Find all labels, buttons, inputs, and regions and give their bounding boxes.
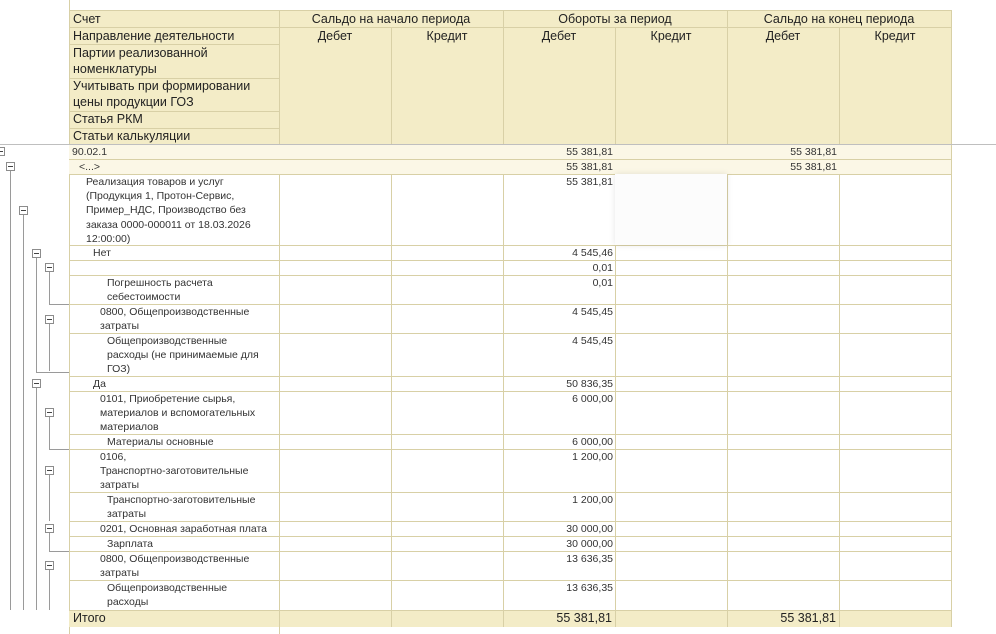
tree-line — [49, 533, 50, 551]
row-label-materials[interactable]: Материалы основные — [107, 436, 214, 448]
turnover-debit-cell[interactable]: 1 200,00 — [572, 494, 613, 506]
header-batch-line1[interactable]: Партии реализованной — [73, 46, 208, 60]
total-turnover-debit[interactable]: 55 381,81 — [556, 611, 612, 625]
grid-line — [69, 27, 951, 28]
turnover-debit-cell[interactable]: 55 381,81 — [566, 176, 613, 188]
collapse-toggle-yes[interactable] — [32, 379, 41, 388]
collapse-toggle-empty[interactable] — [45, 263, 54, 272]
turnover-debit-cell[interactable]: 13 636,35 — [566, 582, 613, 594]
header-turnover[interactable]: Обороты за период — [558, 12, 672, 26]
turnover-debit-cell[interactable]: 4 545,45 — [572, 306, 613, 318]
header-goz-line1[interactable]: Учитывать при формировании — [73, 79, 251, 93]
tree-line — [49, 304, 69, 305]
grid-line — [839, 610, 840, 627]
grid-line — [391, 27, 392, 627]
turnover-debit-cell[interactable]: 4 545,45 — [572, 335, 613, 347]
row-label-salary[interactable]: Зарплата — [107, 538, 153, 550]
turnover-debit-cell[interactable]: 55 381,81 — [566, 161, 613, 173]
header-closing-balance[interactable]: Сальдо на конец периода — [763, 12, 915, 26]
collapse-toggle-0800[interactable] — [45, 315, 54, 324]
tree-line — [49, 551, 69, 552]
row-label-sale[interactable]: Реализация товаров и услуг (Продукция 1, Протон-Сервис, Пример_НДС, Производство без заказа 0000-000011 от 18.03.2026 12:00:00) — [86, 176, 251, 245]
tree-line — [36, 372, 69, 373]
collapse-toggle-account[interactable] — [0, 147, 5, 156]
closing-debit-cell[interactable]: 55 381,81 — [790, 146, 837, 158]
tree-line — [10, 170, 11, 610]
row-label-0800[interactable]: 0800, Общепроизводственные затраты — [100, 306, 250, 333]
row-label-group[interactable]: <...> — [79, 161, 101, 173]
header-turnover-credit[interactable]: Кредит — [650, 29, 692, 43]
grid-line — [279, 610, 280, 627]
row-label-general-costs[interactable]: Общепроизводственные расходы — [107, 582, 228, 609]
row-label-calc-error[interactable]: Погрешность расчета себестоимости — [107, 277, 213, 304]
turnover-debit-cell[interactable]: 6 000,00 — [572, 393, 613, 405]
grid-line — [615, 610, 616, 627]
collapse-toggle-group[interactable] — [6, 162, 15, 171]
turnover-debit-cell[interactable]: 1 200,00 — [572, 451, 613, 463]
closing-debit-cell[interactable]: 55 381,81 — [790, 161, 837, 173]
turnover-debit-cell[interactable]: 30 000,00 — [566, 538, 613, 550]
header-rkm-item[interactable]: Статья РКМ — [73, 112, 143, 126]
tree-line — [49, 449, 69, 450]
header-activity-direction[interactable]: Направление деятельности — [73, 29, 235, 43]
turnover-debit-cell[interactable]: 6 000,00 — [572, 436, 613, 448]
collapse-toggle-0101[interactable] — [45, 408, 54, 417]
tree-line — [36, 258, 37, 372]
header-opening-balance[interactable]: Сальдо на начало периода — [311, 12, 471, 26]
row-label-0106[interactable]: 0106, Транспортно-заготовительные затраты — [100, 451, 249, 492]
grid-line — [391, 610, 392, 627]
tree-line — [49, 272, 50, 304]
turnover-debit-cell[interactable]: 0,01 — [592, 262, 613, 274]
collapse-toggle-0106[interactable] — [45, 466, 54, 475]
collapse-toggle-0800-2[interactable] — [45, 561, 54, 570]
total-closing-debit[interactable]: 55 381,81 — [780, 611, 836, 625]
header-account[interactable]: Счет — [73, 12, 101, 26]
collapse-toggle-sale[interactable] — [19, 206, 28, 215]
collapse-toggle-0201[interactable] — [45, 524, 54, 533]
grid-line — [839, 27, 840, 627]
grid-line — [615, 27, 616, 627]
turnover-debit-cell[interactable]: 4 545,46 — [572, 247, 613, 259]
tree-line — [23, 215, 24, 610]
tree-line — [49, 417, 50, 449]
total-label: Итого — [73, 611, 106, 625]
grid-line — [279, 10, 280, 634]
grid-line — [727, 10, 728, 627]
grid-line — [951, 10, 952, 627]
tree-line — [49, 324, 50, 371]
tree-line — [49, 570, 50, 610]
tree-line — [36, 388, 37, 610]
turnover-debit-cell[interactable]: 0,01 — [592, 277, 613, 289]
active-cell-highlight[interactable] — [615, 174, 727, 245]
turnover-debit-cell[interactable]: 50 836,35 — [566, 378, 613, 390]
turnover-debit-cell[interactable]: 55 381,81 — [566, 146, 613, 158]
header-turnover-debit[interactable]: Дебет — [541, 29, 577, 43]
row-label-0101[interactable]: 0101, Приобретение сырья, материалов и вспомогательных материалов — [100, 393, 256, 434]
header-batch-line2[interactable]: номенклатуры — [73, 62, 157, 76]
header-closing-debit[interactable]: Дебет — [765, 29, 801, 43]
header-goz-line2[interactable]: цены продукции ГОЗ — [73, 95, 194, 109]
row-label-0800-2[interactable]: 0800, Общепроизводственные затраты — [100, 553, 250, 580]
header-opening-credit[interactable]: Кредит — [426, 29, 468, 43]
row-label-0201[interactable]: 0201, Основная заработная плата — [100, 523, 268, 535]
grid-line — [69, 10, 951, 11]
row-label-no[interactable]: Нет — [93, 247, 111, 259]
grid-line — [69, 0, 70, 634]
row-label-transport[interactable]: Транспортно-заготовительные затраты — [107, 494, 256, 521]
row-label-yes[interactable]: Да — [93, 378, 106, 390]
tree-line — [49, 475, 50, 521]
header-opening-debit[interactable]: Дебет — [317, 29, 353, 43]
collapse-toggle-no[interactable] — [32, 249, 41, 258]
header-calc-items[interactable]: Статьи калькуляции — [73, 129, 191, 143]
turnover-debit-cell[interactable]: 13 636,35 — [566, 553, 613, 565]
row-label-account[interactable]: 90.02.1 — [72, 146, 108, 158]
header-closing-credit[interactable]: Кредит — [874, 29, 916, 43]
turnover-debit-cell[interactable]: 30 000,00 — [566, 523, 613, 535]
grid-line — [69, 44, 279, 45]
row-label-general-costs-nogoz[interactable]: Общепроизводственные расходы (не принимаемые для ГОЗ) — [107, 335, 259, 376]
